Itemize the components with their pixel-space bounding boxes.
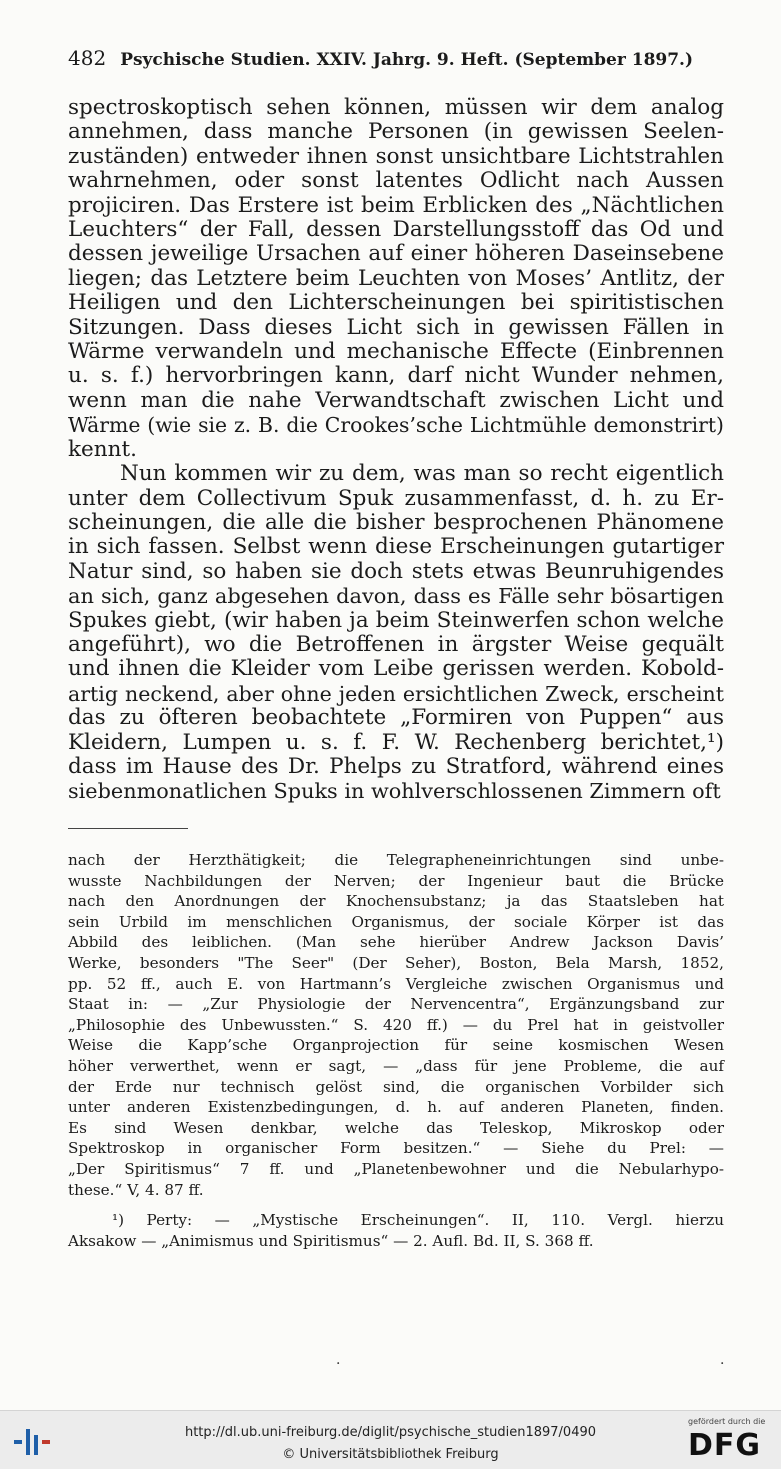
scan-speck: · [720, 1356, 725, 1372]
dfg-logo-icon: DFG [688, 1428, 762, 1463]
page-number: 482 [68, 46, 107, 70]
text-line: u. s. f.) hervorbringen kann, darf nicht Wunder nehmen, [68, 363, 724, 389]
text-line: Aksakow — „Animismus und Spiritismus“ — 2. Aufl. Bd. II, S. 368 ff. [68, 1231, 594, 1250]
text-line: liegen; das Letztere beim Leuchten von Moses’ Antlitz, der [68, 265, 724, 291]
footnote-text [68, 850, 724, 1251]
text-line: kennt. [68, 436, 137, 462]
text-line: dessen jeweilige Ursachen auf einer höheren Daseinsebene [68, 241, 724, 267]
text-line: „Der Spiritismus“ 7 ff. und „Planetenbewohner und die Nebularhypo- [68, 1159, 724, 1178]
text-line: nach der Herzthätigkeit; die Telegrapheneinrichtungen sind unbe- [68, 851, 724, 869]
text-line: Abbild des leiblichen. (Man sehe hierüber Andrew Jackson Davis’ [68, 933, 724, 952]
text-line: angeführt), wo die Betroffenen in ärgster Weise gequält [68, 631, 724, 657]
text-line: Spektroskop in organischer Form besitzen.“ — Siehe du Prel: — [68, 1139, 724, 1158]
text-line: wenn man die nahe Verwandtschaft zwischen Licht und [68, 387, 724, 413]
text-line: „Philosophie des Unbewussten.“ S. 420 ff.) — du Prel hat in geistvoller [68, 1015, 724, 1034]
text-line: unter dem Collectivum Spuk zusammenfasst, d. h. zu Er- [68, 485, 724, 511]
text-line: unter anderen Existenzbedingungen, d. h. auf anderen Planeten, finden. [68, 1098, 724, 1117]
text-line: Es sind Wesen denkbar, welche das Teleskop, Mikroskop oder [68, 1118, 724, 1137]
text-line: der Erde nur technisch gelöst sind, die organischen Vorbilder sich [68, 1077, 724, 1096]
viewer-footer [0, 1410, 781, 1469]
text-line: siebenmonatlichen Spuks in wohlverschlossenen Zimmern oft [68, 779, 721, 804]
text-line: projiciren. Das Erstere ist beim Erblicken des „Nächtlichen [68, 192, 724, 218]
text-line: in sich fassen. Selbst wenn diese Erscheinungen gutartiger [68, 534, 724, 560]
text-line: und ihnen die Kleider vom Leibe gerissen werden. Kobold- [68, 656, 724, 682]
text-line: an sich, ganz abgesehen davon, dass es Fälle sehr bösartigen [68, 584, 724, 609]
footnote-divider [68, 828, 188, 829]
running-title: Psychische Studien. XXIV. Jahrg. 9. Heft. (September 1897.) [120, 50, 694, 70]
funder-note: gefördert durch die [688, 1417, 766, 1426]
text-line: Sitzungen. Dass dieses Licht sich in gewissen Fällen in [68, 314, 724, 340]
text-line: annehmen, dass manche Personen (in gewissen Seelen- [68, 119, 724, 145]
text-line: Heiligen und den Lichterscheinungen bei spiritistischen [68, 290, 724, 316]
paragraph-gap [68, 1200, 724, 1210]
text-line: ¹) Perty: — „Mystische Erscheinungen“. II, 110. Vergl. hierzu [112, 1211, 724, 1230]
dfg-logo [688, 1417, 774, 1465]
text-line: Weise die Kapp’sche Organprojection für seine kosmischen Wesen [68, 1036, 724, 1055]
text-line: zuständen) entweder ihnen sonst unsichtbare Lichtstrahlen [68, 143, 724, 169]
text-line: nach den Anordnungen der Knochensubstanz; ja das Staatsleben hat [68, 892, 724, 911]
text-line: dass im Hause des Dr. Phelps zu Stratford, während eines [68, 753, 724, 779]
text-line: das zu öfteren beobachtete „Formiren von Puppen“ aus [68, 705, 724, 731]
text-line: spectroskoptisch sehen können, müssen wir dem analog [68, 95, 724, 120]
page-permalink[interactable]: http://dl.ub.uni-freiburg.de/diglit/psychische_studien1897/0490 [184, 1425, 597, 1440]
text-line: artig neckend, aber ohne jeden ersichtlichen Zweck, erscheint [68, 681, 724, 706]
text-line: pp. 52 ff., auch E. von Hartmann’s Vergleiche zwischen Organismus und [68, 974, 724, 993]
text-line: Staat in: — „Zur Physiologie der Nervencentra“, Ergänzungsband zur [68, 995, 724, 1014]
text-line: Leuchters“ der Fall, dessen Darstellungsstoff das Od und [68, 217, 724, 243]
text-line: Wärme verwandeln und mechanische Effecte (Einbrennen [68, 339, 724, 365]
text-line: höher verwerthet, wenn er sagt, — „dass für jene Probleme, die auf [68, 1056, 724, 1075]
scan-speck: · [336, 1356, 341, 1372]
text-line: wahrnehmen, oder sonst latentes Odlicht nach Aussen [68, 168, 724, 194]
text-line: Nun kommen wir zu dem, was man so recht eigentlich [120, 461, 724, 487]
text-line: scheinungen, die alle die bisher besprochenen Phänomene [68, 509, 724, 535]
text-line: Natur sind, so haben sie doch stets etwas Beunruhigendes [68, 558, 724, 584]
text-line: Spukes giebt, (wir haben ja beim Steinwerfen schon welche [68, 607, 724, 633]
text-line: Wärme (wie sie z. B. die Crookes’sche Lichtmühle demonstrirt) [68, 413, 724, 438]
text-line: Werke, besonders "The Seer" (Der Seher), Boston, Bela Marsh, 1852, [68, 953, 724, 972]
text-line: sein Urbild im menschlichen Organismus, der sociale Körper ist das [68, 912, 724, 931]
copyright-notice: © Universitätsbibliothek Freiburg [282, 1447, 499, 1462]
running-header [68, 46, 724, 70]
main-text [68, 96, 724, 804]
text-line: wusste Nachbildungen der Nerven; der Ingenieur baut die Brücke [68, 871, 724, 890]
text-line: these.“ V, 4. 87 ff. [68, 1180, 204, 1199]
text-line: Kleidern, Lumpen u. s. f. F. W. Rechenberg berichtet,¹) [68, 729, 724, 755]
